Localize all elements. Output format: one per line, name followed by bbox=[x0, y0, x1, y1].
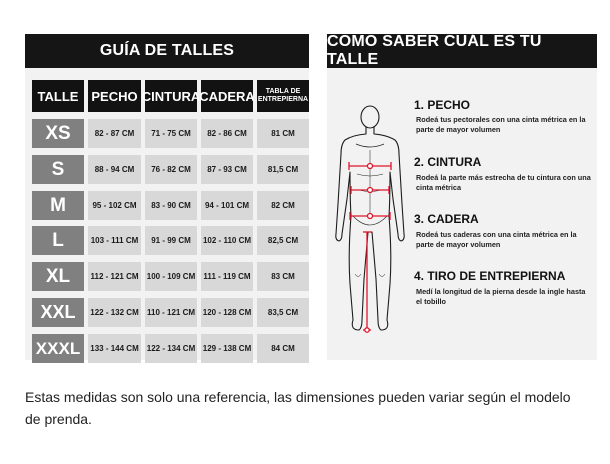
inseam-value: 82 CM bbox=[257, 191, 309, 220]
how-to-measure-panel bbox=[327, 34, 597, 360]
step-desc-inseam: Medí la longitud de la pierna desde la ingle hasta el tobillo bbox=[416, 287, 586, 306]
step-title-chest: 1. PECHO bbox=[414, 98, 471, 112]
column-header: CINTURA bbox=[145, 80, 197, 112]
waist-value: 76 - 82 CM bbox=[145, 155, 197, 184]
chest-value: 82 - 87 CM bbox=[88, 119, 141, 148]
inseam-value: 83 CM bbox=[257, 262, 309, 291]
body-silhouette-figure bbox=[331, 104, 409, 344]
chest-value: 133 - 144 CM bbox=[88, 334, 141, 363]
hip-value: 82 - 86 CM bbox=[201, 119, 253, 148]
size-label: XL bbox=[32, 262, 84, 291]
size-label: M bbox=[32, 191, 84, 220]
chest-value: 103 - 111 CM bbox=[88, 226, 141, 255]
inseam-value: 82,5 CM bbox=[257, 226, 309, 255]
waist-value: 91 - 99 CM bbox=[145, 226, 197, 255]
how-to-measure-title: CÓMO SABER CUÁL ES TU TALLE bbox=[327, 34, 597, 68]
chest-value: 95 - 102 CM bbox=[88, 191, 141, 220]
size-label: L bbox=[32, 226, 84, 255]
inseam-marker bbox=[365, 328, 369, 332]
figure-head bbox=[361, 106, 379, 128]
size-guide-title: GUÍA DE TALLES bbox=[25, 34, 309, 68]
waist-value: 110 - 121 CM bbox=[145, 298, 197, 327]
inseam-value: 81 CM bbox=[257, 119, 309, 148]
inseam-value: 83,5 CM bbox=[257, 298, 309, 327]
chest-value: 88 - 94 CM bbox=[88, 155, 141, 184]
waist-value: 122 - 134 CM bbox=[145, 334, 197, 363]
size-guide-panel bbox=[25, 34, 309, 360]
waist-value: 83 - 90 CM bbox=[145, 191, 197, 220]
footer-note: Estas medidas son solo una referencia, las dimensiones pueden variar según el modelo de prenda. bbox=[25, 389, 571, 427]
column-header: CADERA bbox=[201, 80, 253, 112]
column-header: TABLA DE ENTREPIERNA bbox=[257, 80, 309, 112]
inseam-value: 81,5 CM bbox=[257, 155, 309, 184]
hip-value: 102 - 110 CM bbox=[201, 226, 253, 255]
step-title-inseam: 4. TIRO DE ENTREPIERNA bbox=[414, 269, 566, 283]
chest-marker bbox=[368, 164, 373, 169]
hip-value: 120 - 128 CM bbox=[201, 298, 253, 327]
chest-value: 112 - 121 CM bbox=[88, 262, 141, 291]
step-desc-waist: Rodeá la parte más estrecha de tu cintura con una cinta métrica bbox=[416, 173, 591, 192]
column-header: TALLE bbox=[32, 80, 84, 112]
inseam-value: 84 CM bbox=[257, 334, 309, 363]
hip-value: 111 - 119 CM bbox=[201, 262, 253, 291]
hip-value: 94 - 101 CM bbox=[201, 191, 253, 220]
size-label: XS bbox=[32, 119, 84, 148]
size-label: XXXL bbox=[32, 334, 84, 363]
waist-value: 71 - 75 CM bbox=[145, 119, 197, 148]
measure-markers bbox=[349, 162, 391, 332]
chest-value: 122 - 132 CM bbox=[88, 298, 141, 327]
step-desc-hip: Rodeá tus caderas con una cinta métrica en la parte de mayor volumen bbox=[416, 230, 577, 249]
size-label: XXL bbox=[32, 298, 84, 327]
hip-value: 129 - 138 CM bbox=[201, 334, 253, 363]
step-title-waist: 2. CINTURA bbox=[414, 155, 482, 169]
step-desc-chest: Rodeá tus pectorales con una cinta métrica en la parte de mayor volumen bbox=[416, 115, 586, 134]
hip-marker bbox=[368, 214, 373, 219]
waist-value: 100 - 109 CM bbox=[145, 262, 197, 291]
size-label: S bbox=[32, 155, 84, 184]
waist-marker bbox=[368, 188, 373, 193]
column-header: PECHO bbox=[88, 80, 141, 112]
hip-value: 87 - 93 CM bbox=[201, 155, 253, 184]
step-title-hip: 3. CADERA bbox=[414, 212, 479, 226]
